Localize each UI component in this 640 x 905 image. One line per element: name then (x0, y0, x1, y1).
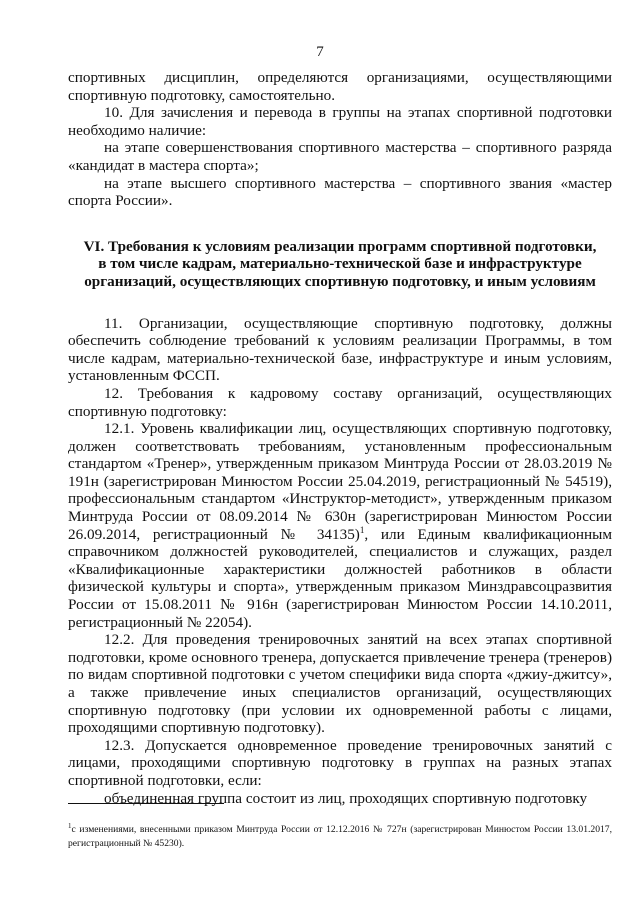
paragraph-12-1 (68, 420, 612, 631)
footnote (68, 823, 612, 850)
section-heading-line: в том числе кадрам, материально-технической базе и инфраструктуре (98, 255, 582, 273)
paragraph-12-2: 12.2. Для проведения тренировочных занятий на всех этапах спортивной подготовки, кроме основного тренера, допускается привлечение тренера (тренеров) по видам спортивной подготовки с учетом специфики вида спорта «джиу-джитсу», а также привлечение иных специалистов организаций, осуществляющих спортивную подготовку (при условии их одновременной работы с лицами, проходящими спортивную подготовку). (68, 631, 612, 737)
paragraph-12-1-text-cont: , или Единым квалификационным справочником должностей руководителей, специалистов и служащих, раздел «Квалификационные характеристики должностей работников в области физической культуры и спорта», утвержденным приказом Минздравсоцразвития России от 15.08.2011 № 916н (зарегистрирован Минюстом России 14.10.2011, регистрационный № 22054). (68, 525, 612, 631)
section-heading (68, 238, 612, 291)
paragraph-10: 10. Для зачисления и перевода в группы на этапах спортивной подготовки необходимо наличие: (68, 104, 612, 139)
footnote-text: с изменениями, внесенными приказом Минтруда России от 12.12.2016 № 727н (зарегистрирован Минюстом России 13.01.2017, регистрационный № 45230). (68, 824, 612, 849)
paragraph-10-item-ms: на этапе высшего спортивного мастерства – спортивного звания «мастер спорта России». (68, 174, 612, 210)
document-body (68, 69, 612, 807)
section-heading-line: VI. Требования к условиям реализации программ спортивной подготовки, (83, 237, 597, 255)
footnote-reference: 1 (359, 524, 365, 535)
paragraph-12-3: 12.3. Допускается одновременное проведение тренировочных занятий с лицами, проходящими спортивную подготовку в группах на разных этапах спортивной подготовки, если: (68, 736, 612, 789)
paragraph-12-3-item: объединенная группа состоит из лиц, проходящих спортивную подготовку (104, 789, 588, 807)
footnote-divider (68, 803, 224, 804)
paragraph-12-1-text: 12.1. Уровень квалификации лиц, осуществляющих спортивную подготовку, должен соответствовать требованиям, установленным профессиональным стандартом «Тренер», утвержденным приказом Минтруда России от 28.03.2019 № 191н (зарегистрирован Минюстом России 25.04.2019, регистрационный № 54519), профессиональным стандартом «Инструктор-методист», утвержденным приказом Минтруда России от 08.09.2014 № 630н (зарегистрирован Минюстом России 26.09.2014, регистрационный № 34135) (68, 420, 612, 543)
paragraph-12: 12. Требования к кадровому составу организаций, осуществляющих спортивную подготовку: (68, 384, 612, 420)
section-heading-line: организаций, осуществляющих спортивную подготовку, и иным условиям (84, 272, 596, 290)
paragraph-continuation: спортивных дисциплин, определяются организациями, осуществляющими спортивную подготовку, самостоятельно. (68, 69, 612, 104)
paragraph-11: 11. Организации, осуществляющие спортивную подготовку, должны обеспечить соблюдение требований к условиям реализации Программы, в том числе кадрам, материально-технической базе, инфраструктуре и иным условиям, установленным ФССП. (68, 314, 612, 385)
page-number: 7 (316, 44, 324, 60)
footnote-marker: 1 (68, 821, 72, 830)
paragraph-10-item-cms: на этапе совершенствования спортивного мастерства – спортивного разряда «кандидат в мастера спорта»; (68, 139, 612, 174)
